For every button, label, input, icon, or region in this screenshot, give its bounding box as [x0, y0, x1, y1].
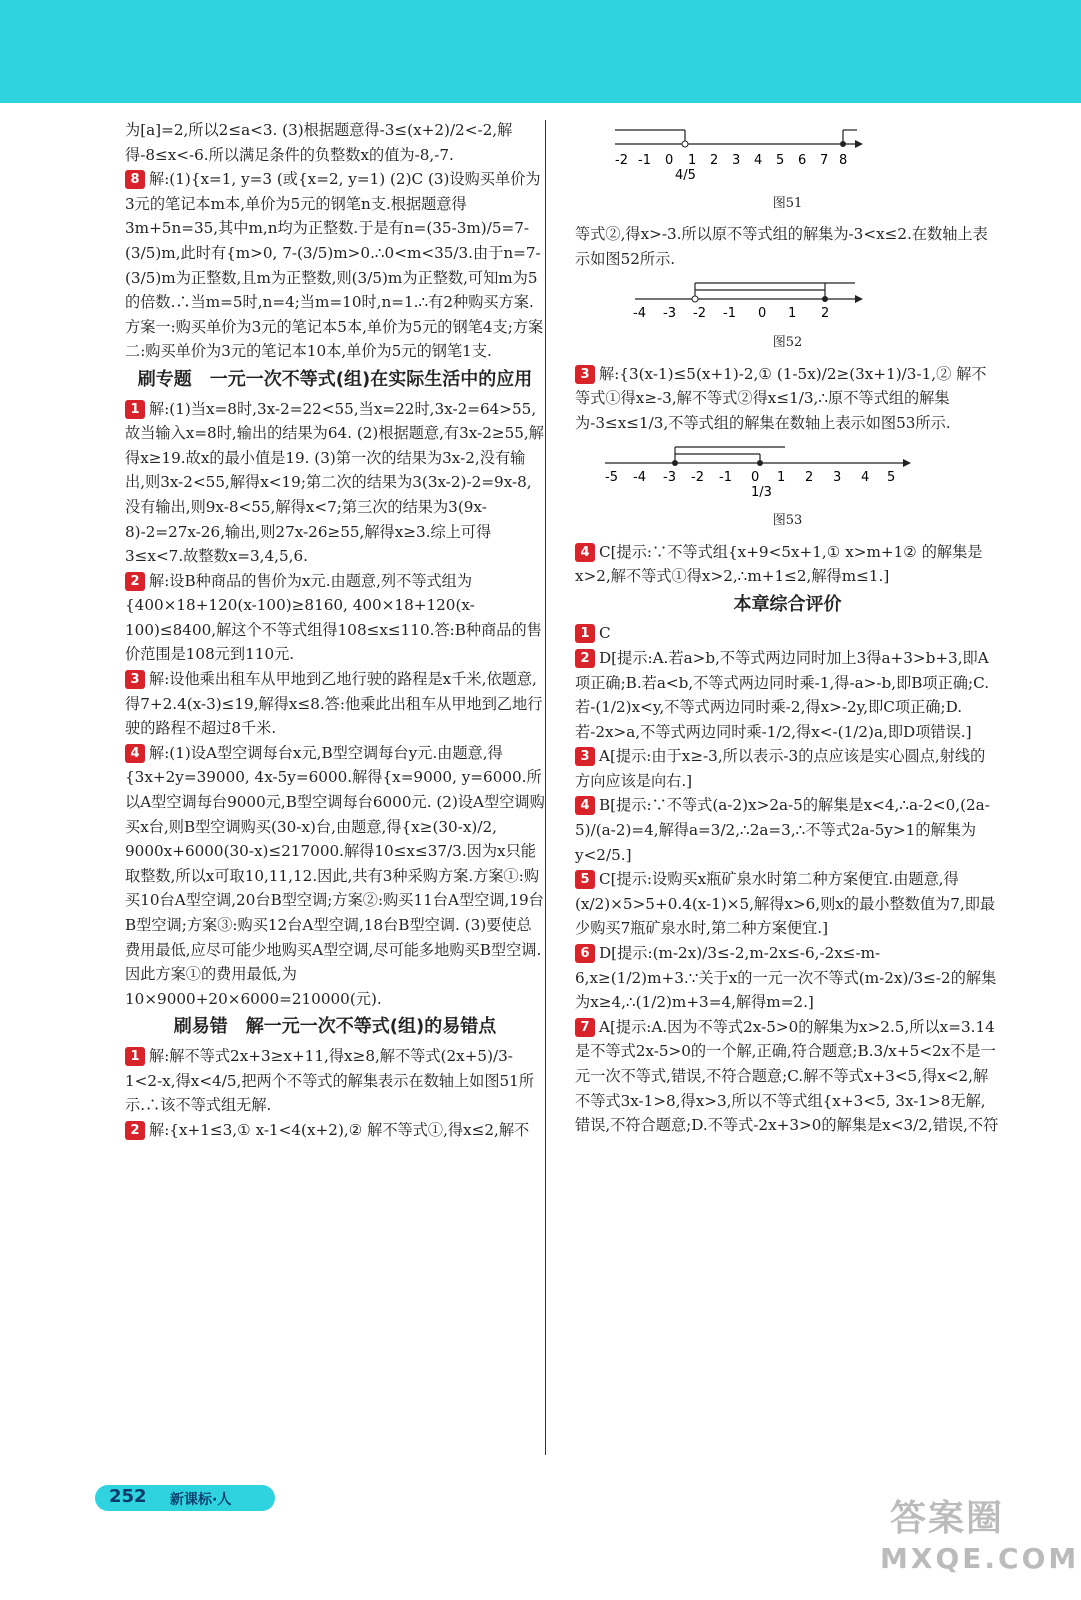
answer-text: C [599, 624, 611, 643]
axis-ticks-53 [605, 470, 895, 499]
edition-label: 新课标·人 [170, 1492, 232, 1508]
paragraph: 等式②,得x>-3.所以原不等式组的解集为-3<x≤2.在数轴上表示如图52所示. [575, 225, 988, 268]
tick-label: -2 [691, 470, 704, 486]
answer-text: A[提示:A.因为不等式2x-5>0的解集为x>2.5,所以x=3.14是不等式2x-5>0的一个解,正确,符合题意;B.3/x+5<2x不是一元一次不等式,错误,不符合题意;C.解不等式x+3<5,得x<2,解不等式3x-1>8,得x>3,所以不等式组{x+3<5, 3x-1>8无解,错误,不符合题意;D.不等式-2x+3>0的解集是x<3/2,错误,不符 [575, 1017, 999, 1135]
item-number-badge: 2 [575, 649, 595, 668]
answer-item [575, 621, 1000, 646]
tick-label: 5 [776, 153, 785, 168]
answer-item [575, 540, 1000, 589]
tick-label: -4 [633, 470, 646, 486]
item-number-badge: 4 [125, 744, 145, 763]
tick-label: 3 [833, 470, 842, 486]
answer-item [125, 667, 545, 741]
figure-caption: 图51 [772, 195, 803, 211]
answer-text: B[提示:∵不等式(a-2)x>2a-5的解集是x<4,∴a-2<0,(2a-5)/(a-2)=4,解得a=3/2,∴2a=3,∴不等式2a-5y>1的解集为y<2/5.] [575, 796, 990, 864]
page-footer [95, 1485, 275, 1511]
tick-label: -1 [638, 153, 651, 168]
number-line-52 [575, 277, 875, 321]
tick-label: -3 [663, 306, 676, 322]
number-line-53 [575, 441, 915, 499]
answer-item [125, 1044, 545, 1118]
tick-label: 1 [777, 470, 786, 486]
fraction-label: 4/5 [675, 168, 696, 182]
tick-label: 2 [821, 306, 830, 322]
answer-item [125, 397, 545, 569]
answer-item [125, 569, 545, 667]
figure-caption: 图53 [772, 512, 803, 528]
tick-label: -1 [723, 306, 736, 322]
item-number-badge: 5 [575, 870, 595, 889]
tick-label: 5 [887, 470, 896, 486]
item-number-badge: 3 [575, 365, 595, 384]
answer-text: C[提示:∵不等式组{x+9<5x+1,① x>m+1② 的解集是x>2,解不等式①得x>2,∴m+1≤2,解得m≤1.] [575, 542, 983, 586]
answer-item [125, 741, 545, 1012]
tick-label: 8 [839, 153, 848, 168]
tick-label: 7 [820, 153, 829, 168]
answer-text: A[提示:由于x≥-3,所以表示-3的点应该是实心圆点,射线的方向应该是向右.] [575, 747, 986, 790]
item-number-badge: 1 [575, 624, 595, 643]
answer-item [125, 1118, 545, 1143]
answer-text: 解:(1){x=1, y=3 (或{x=2, y=1) (2)C (3)设购买单价为3元的笔记本m本,单价为5元的钢笔n支.根据题意得3m+5n=35,其中m,n均为正整数.于是有n=(35-3m)/5=7-(3/5)m,此时有{m>0, 7-(3/5)m>0.∴0<m<35/3.由于n=7-(3/5)m为正整数,且m为正整数,则(3/5)m为正整数,可知m为5的倍数.∴当m=5时,n=4;当m=10时,n=1.∴有2种购买方案.方案一:购买单价为3元的笔记本5本,单价为5元的钢笔4支;方案二:购买单价为3元的笔记本10本,单价为5元的钢笔1支. [125, 170, 544, 361]
answer-item [575, 646, 1000, 744]
tick-label: -2 [693, 306, 706, 322]
item-number-badge: 4 [575, 796, 595, 815]
section-heading: 刷易错 解一元一次不等式(组)的易错点 [173, 1016, 497, 1038]
item-number-badge: 1 [125, 400, 145, 419]
answer-item [575, 941, 1000, 1015]
axis-ticks-52 [633, 306, 829, 321]
tick-label: 6 [798, 153, 807, 168]
tick-label: 0 [751, 470, 760, 486]
item-number-badge: 2 [125, 572, 145, 591]
item-number-badge: 2 [125, 1121, 145, 1140]
figure-52 [575, 277, 1000, 329]
paragraph: 为[a]=2,所以2≤a<3. (3)根据题意得-3≤(x+2)/2<-2,解得-8≤x<-6.所以满足条件的负整数x的值为-8,-7. [125, 121, 513, 164]
tick-label: 0 [758, 306, 767, 322]
answer-item [125, 167, 545, 364]
left-column [125, 118, 545, 1142]
axis-ticks-51 [615, 153, 847, 182]
item-number-badge: 6 [575, 944, 595, 963]
answer-text: D[提示:(m-2x)/3≤-2,m-2x≤-6,-2x≤-m-6,x≥(1/2)m+3.∵关于x的一元一次不等式(m-2x)/3≤-2的解集为x≥4,∴(1/2)m+3=4,解得m=2.] [575, 944, 997, 1012]
answer-text: D[提示:A.若a>b,不等式两边同时加上3得a+3>b+3,即A项正确;B.若a<b,不等式两边同时乘-1,得-a>-b,即B项正确;C.若-(1/2)x<y,不等式两边同时乘-2,得x>-2y,即C项正确;D.若-2x>a,不等式两边同时乘-1/2,得x<-(1/2)a,即D项错误.] [575, 648, 990, 741]
item-number-badge: 3 [575, 747, 595, 766]
watermark-url: MXQE.COM [880, 1542, 1080, 1575]
item-number-badge: 7 [575, 1018, 595, 1037]
figure-51 [575, 124, 1000, 190]
watermark-text: 答案圈 [890, 1498, 1005, 1539]
tick-label: 4 [754, 153, 763, 168]
column-divider [545, 120, 546, 1455]
tick-label: 0 [665, 153, 674, 168]
figure-53 [575, 441, 1000, 507]
tick-label: 2 [710, 153, 719, 168]
section-heading: 本章综合评价 [733, 593, 842, 615]
tick-label: -5 [605, 470, 618, 486]
answer-text: 解:{3(x-1)≤5(x+1)-2,① (1-5x)/2≥(3x+1)/3-1,② 解不等式①得x≥-3,解不等式②得x≤1/3,∴原不等式组的解集为-3≤x≤1/3,不等式组的解集在数轴上表示如图53所示. [575, 364, 987, 432]
tick-label: 2 [805, 470, 814, 486]
answer-item [575, 867, 1000, 941]
tick-label: -3 [663, 470, 676, 486]
tick-label: 4 [861, 470, 870, 486]
item-number-badge: 4 [575, 543, 595, 562]
answer-text: 解:设他乘出租车从甲地到乙地行驶的路程是x千米,依题意,得7+2.4(x-3)≤19,解得x≤8.答:他乘此出租车从甲地到乙地行驶的路程不超过8千米. [125, 670, 543, 738]
tick-label: 1 [688, 153, 697, 168]
number-line-51 [575, 124, 875, 182]
answer-text: 解:(1)设A型空调每台x元,B型空调每台y元.由题意,得{3x+2y=39000, 4x-5y=6000.解得{x=9000, y=6000.所以A型空调每台9000元,B型空调每台6000元. (2)设A型空调购买x台,则B型空调购买(30-x)台,由题意,得{x≥(30-x)/2, 9000x+6000(30-x)≤217000.解得10≤x≤37/3.因为x只能取整数,所以x可取10,11,12.因此,共有3种采购方案.方案①:购买10台A型空调,20台B型空调;方案②:购买11台A型空调,19台B型空调;方案③:购买12台A型空调,18台B型空调. (3)要使总费用最低,应尽可能少地购买A型空调,尽可能多地购买B型空调.因此方案①的费用最低,为10×9000+20×6000=210000(元). [125, 743, 545, 1008]
item-number-badge: 1 [125, 1047, 145, 1066]
item-number-badge: 3 [125, 670, 145, 689]
answer-text: 解:解不等式2x+3≥x+11,得x≥8,解不等式(2x+5)/3-1<2-x,得x<4/5,把两个不等式的解集表示在数轴上如图51所示.∴该不等式组无解. [125, 1046, 535, 1115]
tick-label: -2 [615, 153, 628, 168]
section-heading: 刷专题 一元一次不等式(组)在实际生活中的应用 [137, 368, 533, 390]
header-color-band [0, 0, 1081, 103]
watermark-logo [880, 1490, 1080, 1580]
answer-text: 解:(1)当x=8时,3x-2=22<55,当x=22时,3x-2=64>55,故当输入x=8时,输出的结果为64. (2)根据题意,有3x-2≥55,解得x≥19.故x的最小值是19. (3)第一次的结果为3x-2,没有输出,则3x-2<55,解得x<19;第二次的结果为3(3x-2)-2=9x-8,没有输出,则9x-8<55,解得x<7;第三次的结果为3(9x-8)-2=27x-26,输出,则27x-26≥55,解得x≥3.综上可得3≤x<7.故整数x=3,4,5,6. [125, 399, 544, 566]
item-number-badge: 8 [125, 170, 145, 189]
tick-label: 3 [732, 153, 741, 168]
answer-text: C[提示:设购买x瓶矿泉水时第二种方案便宜.由题意,得(x/2)×5>5+0.4(x-1)×5,解得x>6,则x的最小整数值为7,即最少购买7瓶矿泉水时,第二种方案便宜.] [575, 870, 996, 938]
answer-item [575, 744, 1000, 793]
answer-text: 解:设B种商品的售价为x元.由题意,列不等式组为{400×18+120(x-100)≥8160, 400×18+120(x-100)≤8400,解这个不等式组得108≤x≤110.答:B种商品的售价范围是108元到110元. [125, 571, 542, 664]
answer-item [575, 1015, 1000, 1138]
figure-caption: 图52 [772, 334, 803, 350]
answer-text: 解:{x+1≤3,① x-1<4(x+2),② 解不等式①,得x≤2,解不 [149, 1120, 530, 1139]
right-column [575, 118, 1000, 1138]
tick-label: -4 [633, 306, 646, 322]
tick-label: 1 [788, 306, 797, 322]
answer-item [575, 362, 1000, 436]
page-number: 252 [109, 1486, 147, 1507]
fraction-label: 1/3 [751, 485, 772, 500]
tick-label: -1 [719, 470, 732, 486]
answer-item [575, 793, 1000, 867]
